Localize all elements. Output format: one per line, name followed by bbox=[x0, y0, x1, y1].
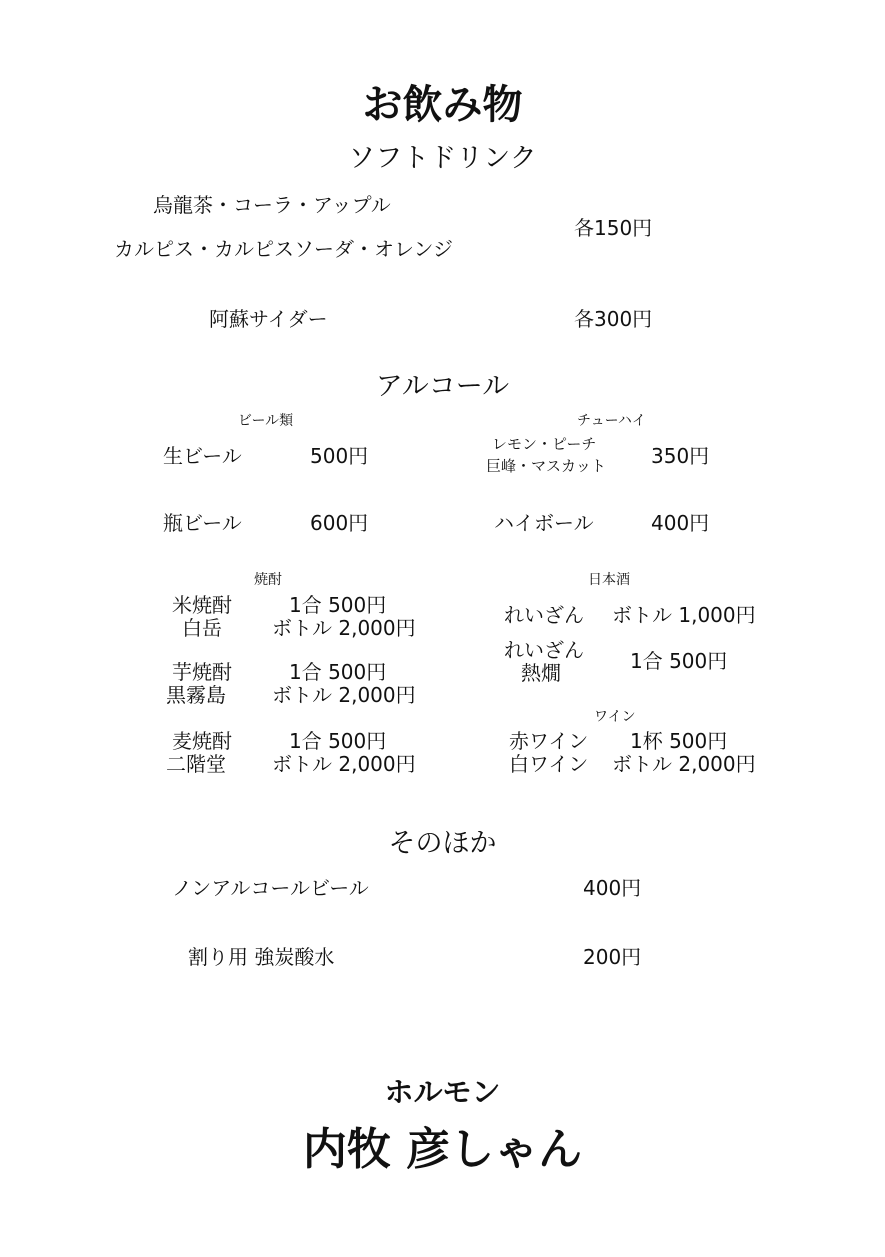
shop-subtitle: ホルモン bbox=[384, 1075, 501, 1109]
soft-drinks-line-2: カルピス・カルピスソーダ・オレンジ bbox=[114, 237, 453, 261]
highball-name: ハイボール bbox=[494, 511, 594, 535]
non-alcohol-beer-price: 400円 bbox=[583, 876, 642, 900]
soft-drinks-heading: ソフトドリンク bbox=[348, 143, 537, 174]
page-title-text: お飲み物 bbox=[362, 81, 523, 128]
shochu-potato-glass: 1合 500円 bbox=[289, 660, 387, 684]
chuhai-flavors-2: 巨峰・マスカット bbox=[486, 457, 606, 475]
shochu-barley-type: 麦焼酎 bbox=[172, 729, 232, 753]
wine-red-name: 赤ワイン bbox=[509, 729, 589, 753]
shochu-barley-brand: 二階堂 bbox=[166, 752, 226, 776]
shochu-rice-bottle: ボトル 2,000円 bbox=[272, 616, 416, 640]
sake-atsukan-name-1: れいざん bbox=[504, 638, 584, 662]
aso-cider-price: 各300円 bbox=[574, 307, 653, 331]
chuhai-price: 350円 bbox=[651, 444, 710, 468]
sake-atsukan-name-2: 熱燗 bbox=[521, 661, 561, 685]
other-heading: そのほか bbox=[388, 828, 497, 859]
shochu-barley-glass: 1合 500円 bbox=[289, 729, 387, 753]
shop-name: 内牧 彦しゃん bbox=[302, 1124, 583, 1175]
shochu-rice-brand: 白岳 bbox=[182, 616, 222, 640]
non-alcohol-beer-name: ノンアルコールビール bbox=[172, 876, 369, 900]
beer-bottle-price: 600円 bbox=[310, 511, 369, 535]
sake-label: 日本酒 bbox=[588, 572, 630, 588]
shochu-rice-type: 米焼酎 bbox=[172, 593, 232, 617]
highball-price: 400円 bbox=[651, 511, 710, 535]
shochu-rice-glass: 1合 500円 bbox=[289, 593, 387, 617]
soda-water-price: 200円 bbox=[583, 945, 642, 969]
shochu-barley-bottle: ボトル 2,000円 bbox=[272, 752, 416, 776]
beer-draft-name: 生ビール bbox=[163, 444, 242, 468]
shochu-potato-type: 芋焼酎 bbox=[172, 660, 232, 684]
wine-white-name: 白ワイン bbox=[509, 752, 589, 776]
wine-glass-price: 1杯 500円 bbox=[630, 729, 728, 753]
page-title bbox=[0, 81, 885, 128]
alcohol-heading: アルコール bbox=[375, 371, 510, 402]
sake-reizan-price: ボトル 1,000円 bbox=[612, 603, 756, 627]
shochu-potato-brand: 黒霧島 bbox=[166, 683, 226, 707]
chuhai-flavors-1: レモン・ピーチ bbox=[492, 435, 597, 453]
wine-label: ワイン bbox=[594, 709, 636, 725]
soda-water-name: 割り用 強炭酸水 bbox=[188, 945, 335, 969]
soft-drinks-line-1: 烏龍茶・コーラ・アップル bbox=[153, 193, 391, 217]
shochu-label: 焼酎 bbox=[254, 572, 282, 588]
wine-bottle-price: ボトル 2,000円 bbox=[612, 752, 756, 776]
beer-bottle-name: 瓶ビール bbox=[163, 511, 242, 535]
beer-label: ビール類 bbox=[238, 413, 294, 429]
soft-drinks-price: 各150円 bbox=[574, 216, 653, 240]
sake-reizan-name: れいざん bbox=[504, 603, 584, 627]
aso-cider-name: 阿蘇サイダー bbox=[209, 307, 328, 331]
shochu-potato-bottle: ボトル 2,000円 bbox=[272, 683, 416, 707]
chuhai-label: チューハイ bbox=[577, 413, 646, 429]
beer-draft-price: 500円 bbox=[310, 444, 369, 468]
sake-atsukan-price: 1合 500円 bbox=[630, 649, 728, 673]
